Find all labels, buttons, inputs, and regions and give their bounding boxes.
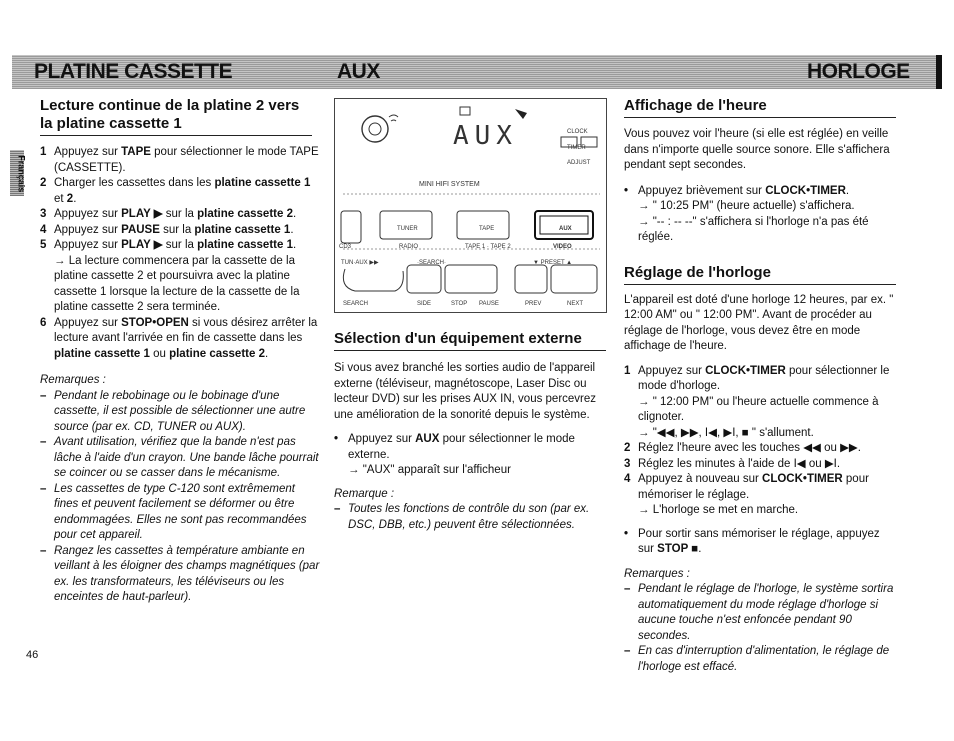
- clock-display-bullet-text: Appuyez brièvement sur CLOCK•TIMER. → " 10:25 PM" (heure actuelle) s'affichera. → "-- : -- --" s'affichera si l'horloge n'a pas été réglée.: [638, 184, 869, 243]
- step-text: Appuyez sur PLAY ▶ sur la platine cassette 1. → La lecture commencera par la cassette de la platine cassette 2 et poursuivra avec la platine cassette 1 lorsque la lecture de la cassette de la platine cassette 2 sera terminée.: [54, 239, 300, 313]
- page-number: 46: [26, 649, 39, 661]
- language-tab-label: Français: [16, 155, 27, 193]
- clock-remarks: [624, 582, 896, 675]
- cassette-remark: [40, 435, 322, 482]
- aux-bullet-list: [334, 432, 606, 479]
- clock-setting-steps: [624, 364, 896, 519]
- cassette-step: [40, 316, 322, 363]
- step-number: 2: [40, 177, 47, 189]
- clock-display-title-block: [624, 97, 896, 118]
- panel-top-label-2: ·SEARCH·: [417, 260, 447, 266]
- panel-display-text: AUX: [453, 121, 518, 151]
- cassette-step: [40, 223, 322, 239]
- clock-remarks-label: Remarques :: [624, 567, 690, 580]
- dash-marker: –: [624, 645, 631, 657]
- panel-label-tape12: TAPE 1 · TAPE 2: [465, 244, 511, 250]
- aux-intro: Si vous avez branché les sorties audio de l'appareil externe (téléviseur, magnétoscope, Laser Disc ou lecteur DVD) sur les prises AUX IN, vous percevrez une amélioration de la sonorité depuis le système.: [334, 362, 597, 421]
- header-horloge: HORLOGE: [807, 60, 910, 83]
- cassette-step: [40, 207, 322, 223]
- panel-label-video: VIDEO: [553, 244, 572, 250]
- step-number: 1: [40, 146, 47, 158]
- remark-text: Pendant le rebobinage ou le bobinage d'une cassette, il est possible de sélectionner une autre source (par ex. CD, TUNER ou AUX).: [54, 389, 306, 433]
- dash-marker: –: [624, 583, 631, 595]
- panel-button-tuner: TUNER: [397, 226, 418, 232]
- clock-step: [624, 457, 896, 473]
- aux-remarks: [334, 502, 606, 533]
- panel-top-label-1: TUN·AUX ▶▶: [341, 260, 379, 266]
- clock-exit-bullet-text: Pour sortir sans mémoriser le réglage, appuyez sur STOP ■.: [638, 527, 880, 555]
- header-edge-mark: [936, 55, 942, 89]
- step-number: 4: [40, 223, 47, 236]
- dash-marker: –: [40, 544, 47, 557]
- step-text: Appuyez sur TAPE pour sélectionner le mode TAPE (CASSETTE).: [54, 146, 319, 174]
- remark-text: Pendant le réglage de l'horloge, le système sortira automatiquement du mode réglage d'horloge si aucune touche n'est enfoncée pendant 90 secondes.: [638, 583, 894, 642]
- panel-label-cd3: CD3: [339, 244, 352, 250]
- panel-clock-label: CLOCK TIMER ADJUST: [567, 129, 591, 166]
- clock-display-title: Affichage de l'heure: [624, 97, 767, 114]
- cassette-remark: [40, 389, 322, 436]
- cassette-remarks-label: Remarques :: [40, 374, 106, 386]
- clock-setting-title: Réglage de l'horloge: [624, 263, 771, 281]
- step-number: 6: [40, 316, 47, 329]
- step-number: 3: [624, 457, 631, 470]
- step-text: Appuyez sur CLOCK•TIMER pour sélectionner le mode d'horloge. → " 12:00 PM" ou l'heure actuelle commence à clignoter. → "◀◀, ▶▶, I◀, ▶I, ■ " s'allument.: [638, 364, 890, 439]
- panel-label-radio: RADIO: [399, 244, 419, 250]
- cassette-step: [40, 176, 322, 207]
- remark-text: En cas d'interruption d'alimentation, le réglage de l'horloge est effacé.: [638, 645, 890, 673]
- panel-bottom-label-search: SEARCH: [343, 301, 369, 307]
- column-horloge: [624, 97, 896, 675]
- aux-remark-label: Remarque :: [334, 487, 395, 500]
- step-text: Réglez les minutes à l'aide de I◀ ou ▶I.: [638, 457, 841, 470]
- panel-brand: MINI HIFI SYSTEM: [419, 181, 480, 188]
- header-aux: AUX: [337, 60, 380, 83]
- clock-setting-title-block: [624, 264, 896, 285]
- step-text: Appuyez à nouveau sur CLOCK•TIMER pour mémoriser le réglage. → L'horloge se met en marche.: [638, 473, 869, 516]
- cassette-remark: [40, 544, 322, 606]
- aux-section-title: Sélection d'un équipement externe: [334, 330, 582, 347]
- step-number: 4: [624, 473, 631, 485]
- section-header-bar: [12, 55, 942, 89]
- cassette-steps: [40, 145, 322, 362]
- clock-display-bullet: • Appuyez brièvement sur CLOCK•TIMER. → " 10:25 PM" (heure actuelle) s'affichera. → "-- : -- --" s'affichera si l'horloge n'a pas été réglée.: [624, 184, 869, 243]
- panel-bottom-label-prev: PREV: [525, 301, 542, 307]
- step-text: Appuyez sur PLAY ▶ sur la platine cassette 2.: [54, 208, 297, 220]
- aux-bullet-text: Appuyez sur AUX pour sélectionner le mode externe. → "AUX" apparaît sur l'afficheur: [348, 433, 575, 476]
- dash-marker: –: [40, 436, 47, 448]
- clock-setting-intro: L'appareil est doté d'une horloge 12 heures, par ex. " 12:00 AM" ou " 12:00 PM". Avant de procéder au réglage de l'horloge, vous devez être en mode affichage de l'heure.: [624, 293, 894, 352]
- remark-text: Rangez les cassettes à température ambiante en veillant à les éloigner des champs magnétiques (par ex. les transformateurs, les téléviseurs ou les enceintes de haut-parleur).: [54, 544, 320, 603]
- dash-marker: –: [40, 482, 47, 495]
- panel-button-aux: AUX: [559, 226, 572, 232]
- panel-button-tape: TAPE: [479, 226, 495, 232]
- aux-remark-text: Toutes les fonctions de contrôle du son (par ex. DSC, DBB, etc.) peuvent être sélectionnées.: [348, 503, 590, 531]
- cassette-step: [40, 238, 322, 316]
- cassette-title-block: [40, 97, 312, 136]
- dash-marker: –: [40, 389, 47, 402]
- clock-step: [624, 441, 896, 457]
- aux-title-block: [334, 330, 606, 351]
- cassette-remark: [40, 482, 322, 544]
- remark-text: Avant utilisation, vérifiez que la bande n'est pas lâche à l'aide d'un crayon. Une bande lâche pourrait se coincer ou se casser dans le mécanisme.: [54, 436, 319, 479]
- cassette-section-title: Lecture continue de la platine 2 vers la platine cassette 1: [40, 97, 300, 132]
- cassette-step: [40, 145, 322, 176]
- remark-text: Les cassettes de type C-120 sont extrêmement fines et peuvent facilement se déformer ou être endommagées. Elles ne sont pas recommandées pour cet appareil.: [54, 482, 307, 541]
- step-text: Réglez l'heure avec les touches ◀◀ ou ▶▶.: [638, 442, 861, 454]
- clock-exit-bullet: • Pour sortir sans mémoriser le réglage, appuyez sur STOP ■.: [624, 527, 880, 555]
- column-cassette: [40, 97, 322, 606]
- clock-exit-bullets: [624, 527, 896, 558]
- language-tab: [10, 150, 27, 196]
- clock-step: [624, 364, 896, 442]
- panel-bottom-label-pause: PAUSE: [479, 301, 499, 307]
- column-aux: [334, 330, 606, 533]
- bullet-dot-icon: •: [334, 433, 339, 445]
- clock-step: [624, 472, 896, 519]
- step-number: 1: [624, 364, 631, 377]
- step-text: Charger les cassettes dans les platine cassette 1 et 2.: [54, 177, 311, 205]
- step-text: Appuyez sur PAUSE sur la platine cassette 1.: [54, 223, 294, 236]
- panel-bottom-label-next: NEXT: [567, 301, 584, 307]
- step-number: 3: [40, 208, 47, 220]
- clock-remark: [624, 644, 896, 675]
- panel-bottom-label-side: SIDE: [417, 301, 432, 307]
- cassette-remarks: [40, 389, 322, 606]
- panel-bottom-label-stop: STOP: [451, 301, 468, 307]
- step-number: 5: [40, 239, 47, 251]
- clock-remark: [624, 582, 896, 644]
- aux-bullet: [334, 432, 606, 479]
- device-front-panel-illustration: [334, 98, 607, 313]
- clock-display-bullets: [624, 184, 896, 246]
- step-number: 2: [624, 442, 631, 454]
- clock-display-intro: Vous pouvez voir l'heure (si elle est réglée) en veille dans n'importe quelle source sonore. Elle s'affichera pendant sept secondes.: [624, 128, 890, 171]
- header-platine-cassette: PLATINE CASSETTE: [34, 60, 233, 83]
- panel-top-label-3: ▼ PRESET ▲: [533, 260, 573, 266]
- aux-remark-item: – Toutes les fonctions de contrôle du son (par ex. DSC, DBB, etc.) peuvent être sélectionnées.: [334, 503, 590, 531]
- step-text: Appuyez sur STOP•OPEN si vous désirez arrêter la lecture avant l'arrivée en fin de cassette dans les platine cassette 1 ou platine cassette 2.: [54, 316, 318, 360]
